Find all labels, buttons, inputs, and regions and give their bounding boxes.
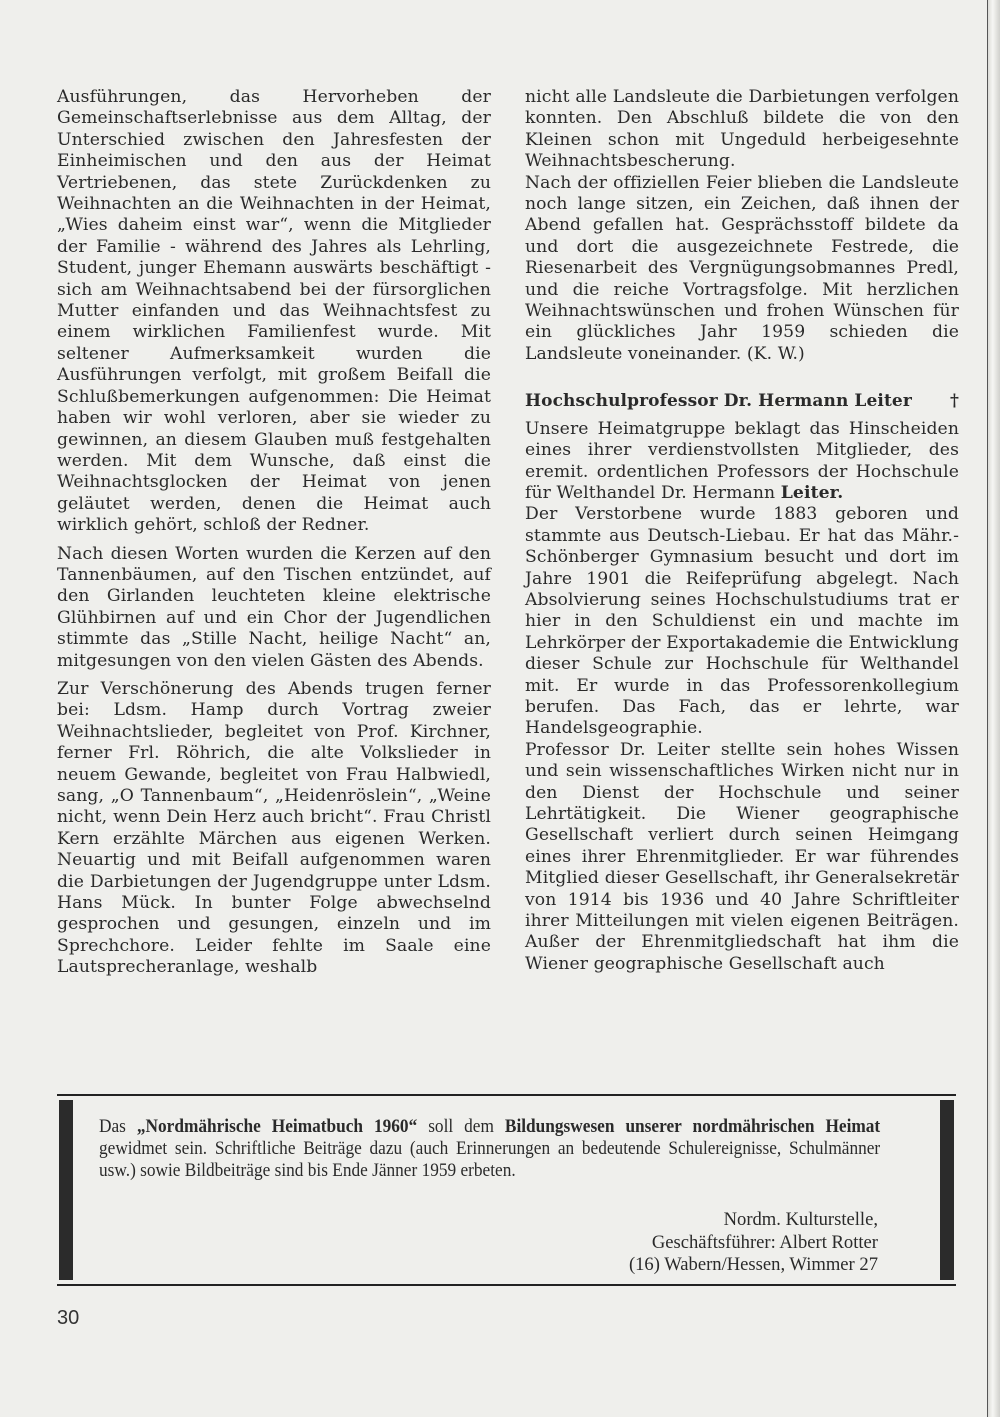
obituary-intro-text: Unsere Heimatgruppe beklagt das Hinscheiden eines ihrer verdienstvollsten Mitglieder, des eremit. ordentlichen Professors der Hochschule für Welthandel Dr. Hermann bbox=[525, 418, 959, 503]
notice-text bbox=[99, 1116, 880, 1182]
notice-border-left bbox=[59, 1100, 73, 1280]
dagger-icon: † bbox=[950, 391, 959, 412]
paragraph: Nach der offiziellen Feier blieben die Landsleute noch lange sitzen, ein Zeichen, daß ihnen der Abend gefallen hat. Gesprächsstoff bildete da und dort die ausgezeichnete Festrede, die Riesenarbeit des Vergnügungsobmannes Predl, und die reiche Vortragsfolge. Mit herzlichen Weihnachtswünschen und frohen Wünschen für ein glückliches Jahr 1959 schieden die Landsleute voneinander. (K. W.) bbox=[525, 172, 959, 364]
obituary-name-bold: Leiter. bbox=[780, 482, 844, 503]
page-edge bbox=[987, 0, 1000, 1417]
notice-text-part: soll dem bbox=[417, 1116, 505, 1137]
obituary-intro bbox=[525, 419, 959, 505]
left-column bbox=[57, 87, 491, 979]
paragraph: Professor Dr. Leiter stellte sein hohes Wissen und sein wissenschaftliches Wirken nicht nur in den Dienst der Hochschule und seiner Lehrtätigkeit. Die Wiener geographische Gesellschaft verliert durch seinen Heimgang eines ihrer Ehrenmitglieder. Er war führendes Mitglied dieser Gesellschaft, ihr Generalsekretär von 1914 bis 1936 und 40 Jahre Schriftleiter ihrer Mitteilungen mit vielen eigenen Beiträgen. Außer der Ehrenmitgliedschaft hat ihm die Wiener geographische Gesellschaft auch bbox=[525, 739, 959, 974]
notice-topic: Bildungswesen unserer nordmährischen Heimat bbox=[504, 1116, 881, 1137]
paragraph: Nach diesen Worten wurden die Kerzen auf den Tannenbäumen, auf den Tischen entzündet, auf den Girlanden leuchteten kleine elektrische Glühbirnen auf und ein Chor der Jugendlichen stimmte das „Stille Nacht, heilige Nacht“ an, mitgesungen von den vielen Gästen des Abends. bbox=[57, 543, 491, 671]
notice-text-part: Das bbox=[99, 1116, 137, 1137]
notice-signature bbox=[629, 1209, 878, 1277]
notice-book-title: „Nordmährische Heimatbuch 1960“ bbox=[136, 1116, 418, 1137]
paragraph: Ausführungen, das Hervorheben der Gemeinschaftserlebnisse aus dem Alltag, der Unterschied zwischen den Jahresfesten der Einheimischen und den aus der Heimat Vertriebenen, das stete Zurückdenken zu Weihnachten an die Weihnachten in der Heimat, „Wies daheim einst war“, wenn die Mitglieder der Familie - während des Jahres als Lehrling, Student, junger Ehemann auswärts beschäftigt - sich am Weihnachtsabend bei der fürsorglichen Mutter einfanden und das Weihnachtsfest zu einem wirklichen Familienfest wurde. Mit seltener Aufmerksamkeit wurden die Ausführungen verfolgt, mit großem Beifall die Schlußbemerkungen aufgenommen: Die Heimat haben wir wohl verloren, aber sie wieder zu gewinnen, an diesem Glauben muß festgehalten werden. Mit dem Wunsche, daß einst die Weihnachtsglocken der Heimat von jenen geläutet werden, denen die Heimat auch wirklich gehört, schloß der Redner. bbox=[57, 87, 491, 536]
right-column bbox=[525, 87, 959, 975]
paragraph: nicht alle Landsleute die Darbietungen verfolgen konnten. Den Abschluß bildete die von den Kleinen schon mit Ungeduld herbeigesehnte Weihnachtsbescherung. bbox=[525, 87, 959, 172]
paragraph: Der Verstorbene wurde 1883 geboren und stammte aus Deutsch-Liebau. Er hat das Mähr.-Schönberger Gymnasium besucht und dort im Jahre 1901 die Reifeprüfung abgelegt. Nach Absolvierung seines Hochschulstudiums trat er hier in den Schuldienst ein und machte im Lehrkörper der Exportakademie die Entwicklung dieser Schule zur Hochschule für Welthandel mit. Er wurde in das Professorenkollegium berufen. Das Fach, das er lehrte, war Handelsgeographie. bbox=[525, 504, 959, 739]
paragraph: Zur Verschönerung des Abends trugen ferner bei: Ldsm. Hamp durch Vortrag zweier Weihnachtslieder, begleitet von Prof. Kirchner, ferner Frl. Röhrich, die alte Volkslieder in neuem Gewande, begleitet von Frau Halbwiedl, sang, „O Tannenbaum“, „Heidenröslein“, „Weine nicht, wenn Dein Herz auch bricht“. Frau Christl Kern erzählte Märchen aus eigenen Werken. Neuartig und mit Beifall aufgenommen waren die Darbietungen der Jugendgruppe unter Ldsm. Hans Mück. In bunter Folge abwechselnd gesprochen und gesungen, einzeln und im Sprechchore. Leider fehlte im Saale eine Lautsprecheranlage, weshalb bbox=[57, 678, 491, 978]
obituary-heading bbox=[525, 391, 959, 412]
page-number: 30 bbox=[57, 1307, 80, 1329]
notice-text-part: gewidmet sein. Schriftliche Beiträge dazu (auch Erinnerungen an bedeutende Schulereignisse, Schulmänner usw.) sowie Bildbeiträge sind bis Ende Jänner 1959 erbeten. bbox=[99, 1138, 881, 1181]
notice-border-right bbox=[940, 1100, 954, 1280]
signature-line: (16) Wabern/Hessen, Wimmer 27 bbox=[628, 1254, 878, 1275]
signature-line: Nordm. Kulturstelle, bbox=[723, 1209, 878, 1230]
notice-box bbox=[57, 1094, 956, 1286]
signature-line: Geschäftsführer: Albert Rotter bbox=[651, 1231, 878, 1253]
obituary-title: Hochschulprofessor Dr. Hermann Leiter bbox=[525, 391, 912, 412]
